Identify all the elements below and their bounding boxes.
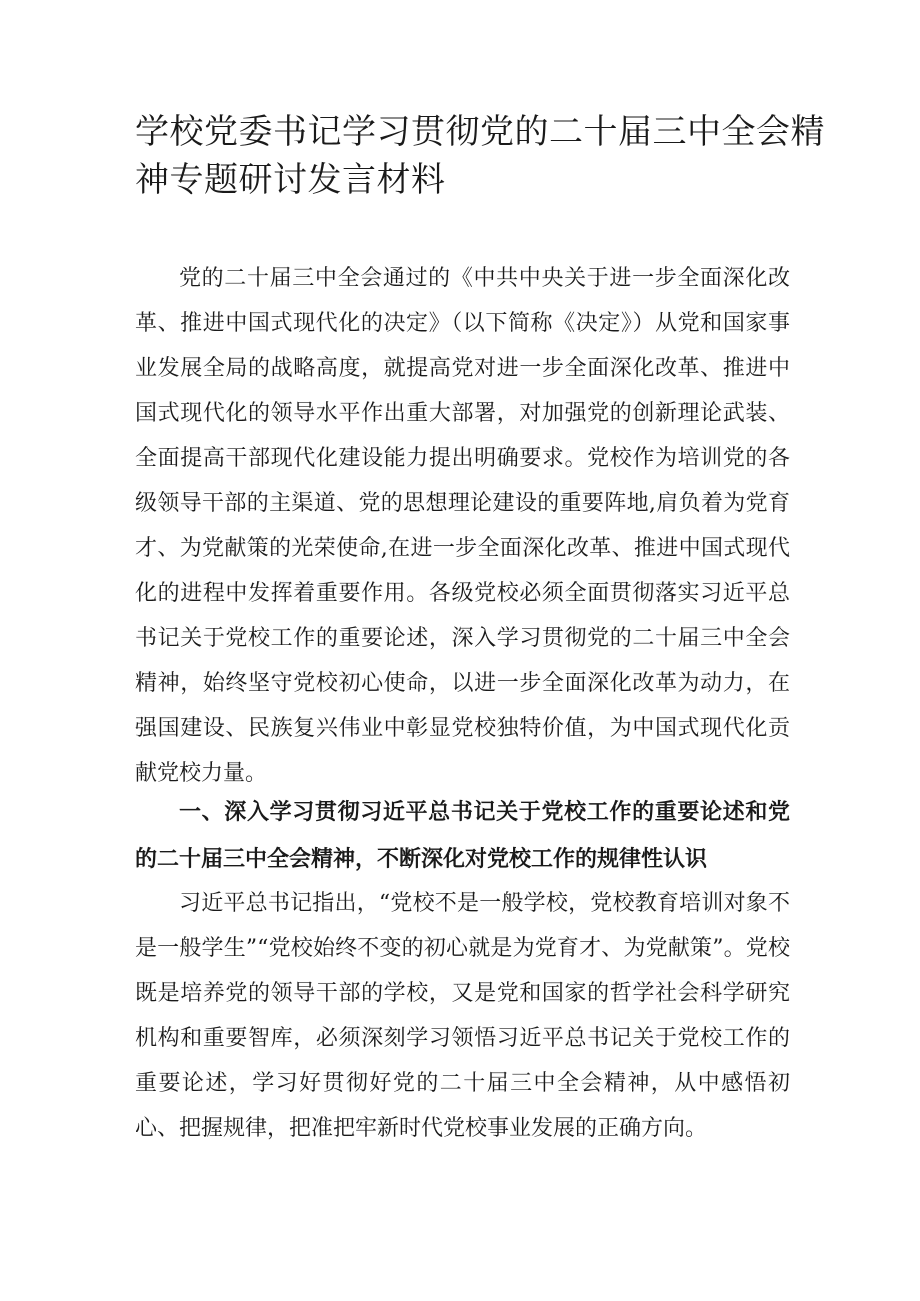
document-title: 学校党委书记学习贯彻党的二十届三中全会精神专题研讨发言材料 — [135, 112, 825, 200]
section-heading: 一、深入学习贯彻习近平总书记关于党校工作的重要论述和党的二十届三中全会精神，不断深化对党校工作的规律性认识 — [135, 800, 790, 872]
body-paragraph: 习近平总书记指出，“党校不是一般学校，党校教育培训对象不是一般学生”“党校始终不变的初心就是为党育才、为党献策”。党校既是培养党的领导干部的学校，又是党和国家的哲学社会科学研究机构和重要智库，必须深刻学习领悟习近平总书记关于党校工作的重要论述，学习好贯彻好党的二十届三中全会精神，从中感悟初心、把握规律，把准把牢新时代党校事业发展的正确方向。 — [135, 891, 790, 1141]
intro-paragraph: 党的二十届三中全会通过的《中共中央关于进一步全面深化改革、推进中国式现代化的决定》（以下简称《决定》）从党和国家事业发展全局的战略高度，就提高党对进一步全面深化改革、推进中国式现代化的领导水平作出重大部署，对加强党的创新理论武装、全面提高干部现代化建设能力提出明确要求。党校作为培训党的各级领导干部的主渠道、党的思想理论建设的重要阵地,肩负着为党育才、为党献策的光荣使命,在进一步全面深化改革、推进中国式现代化的进程中发挥着重要作用。各级党校必须全面贯彻落实习近平总书记关于党校工作的重要论述，深入学习贯彻党的二十届三中全会精神，始终坚守党校初心使命，以进一步全面深化改革为动力，在强国建设、民族复兴伟业中彰显党校独特价值，为中国式现代化贡献党校力量。 — [135, 266, 790, 786]
